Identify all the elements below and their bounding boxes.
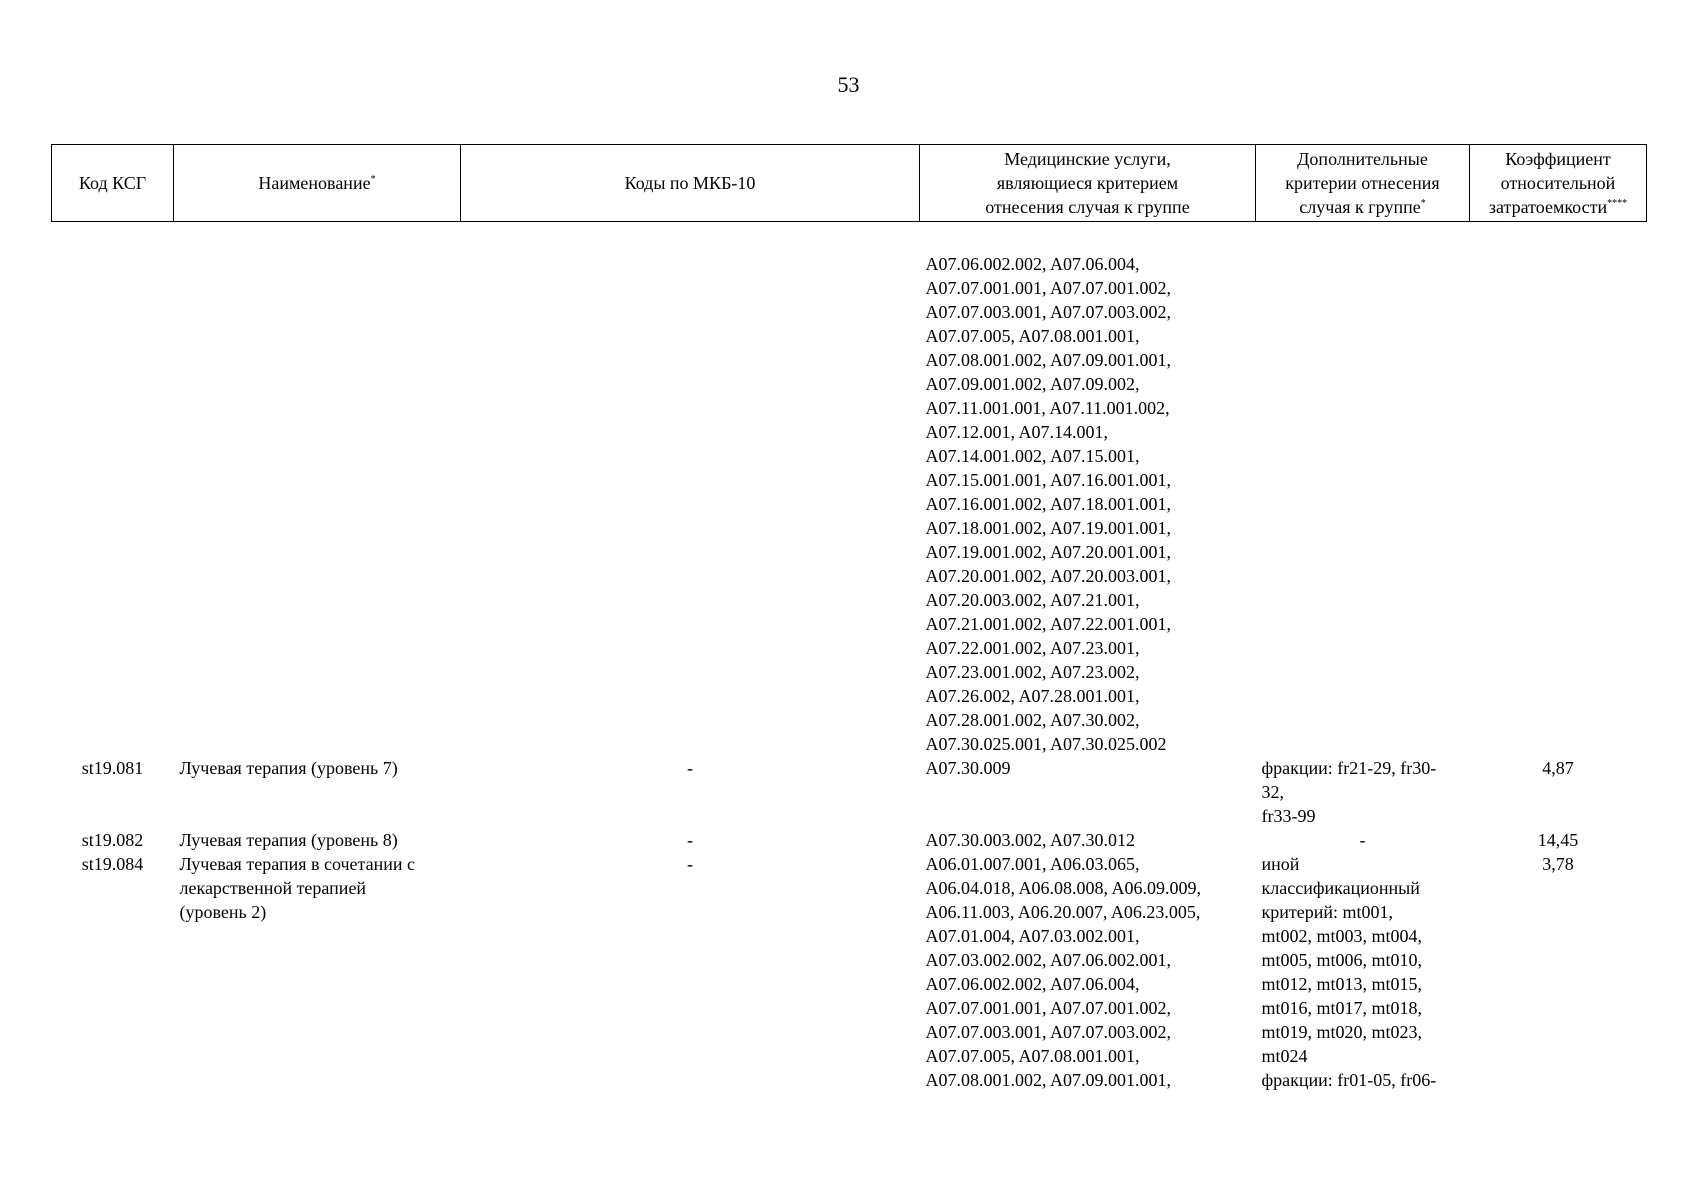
ksg-name: Лучевая терапия в сочетании с лекарственной терапией (уровень 2) [179,854,416,922]
header-mkb: Коды по МКБ-10 [461,145,920,222]
footnote-mark: * [370,174,376,185]
header-code: Код КСГ [52,145,174,222]
ksg-code: st19.082 [81,830,144,850]
services-cell: A06.01.007.001, A06.03.065, A06.04.018, A06.08.008, A06.09.009, A06.11.003, A06.20.007, A06.23.005, A07.01.004, A07.03.002.001, A07.03.002.002, A07.06.002.001, A07.06.002.002, A07.06.004, A07.07.001.001, A07.07.001.002, A07.07.003.001, A07.07.003.002, A07.07.005, A07.08.001.001, A07.08.001.002, A07.09.001.001, [925,854,1202,1090]
ksg-table [51,144,1647,1092]
ksg-code: st19.084 [81,854,144,874]
ksg-name: Лучевая терапия (уровень 7) [179,758,398,778]
coefficient: 14,45 [1537,830,1579,850]
coefficient: 3,78 [1542,854,1574,874]
services-cell: A07.30.003.002, A07.30.012 [925,830,1136,850]
services-cell: A07.06.002.002, A07.06.004, A07.07.001.001, A07.07.001.002, A07.07.003.001, A07.07.003.002, A07.07.005, A07.08.001.001, A07.08.001.002, A07.09.001.001, A07.09.001.002, A07.09.002, A07.11.001.001, A07.11.001.002, A07.12.001, A07.14.001, A07.14.001.002, A07.15.001, A07.15.001.001, A07.16.001.001, A07.16.001.002, A07.18.001.001, A07.18.001.002, A07.19.001.001, A07.19.001.002, A07.20.001.001, A07.20.001.002, A07.20.003.001, A07.20.003.002, A07.21.001, A07.21.001.002, A07.22.001.001, A07.22.001.002, A07.23.001, A07.23.001.002, A07.23.002, A07.26.002, A07.28.001.001, A07.28.001.002, A07.30.002, A07.30.025.001, A07.30.025.002 [925,254,1172,754]
mkb-codes: - [687,854,693,874]
footnote-mark: **** [1607,198,1628,209]
header-name: Наименование* [174,145,461,222]
extra-criteria: иной классификационный критерий: mt001, mt002, mt003, mt004, mt005, mt006, mt010, mt012, mt013, mt015, mt016, mt017, mt018, mt019, mt020, mt023, mt024 фракции: fr01-05, fr06- [1261,854,1437,1090]
header-coef: Коэффициент относительной затратоемкости**** [1470,145,1647,222]
services-cell: A07.30.009 [925,758,1011,778]
ksg-code: st19.081 [81,758,144,778]
extra-criteria: - [1359,830,1366,850]
footnote-mark: * [1420,198,1426,209]
header-row [52,145,1647,222]
mkb-codes: - [687,830,693,850]
table-row [52,756,1647,828]
coefficient: 4,87 [1542,758,1574,778]
mkb-codes: - [687,758,693,778]
table-row [52,828,1647,852]
page-number: 53 [837,72,860,97]
extra-criteria: фракции: fr21-29, fr30- 32, fr33-99 [1261,758,1437,826]
table-row [52,252,1647,756]
header-services: Медицинские услуги, являющиеся критерием отнесения случая к группе [920,145,1256,222]
header-extra: Дополнительные критерии отнесения случая к группе* [1256,145,1470,222]
table-row [52,852,1647,1092]
ksg-name: Лучевая терапия (уровень 8) [179,830,398,850]
